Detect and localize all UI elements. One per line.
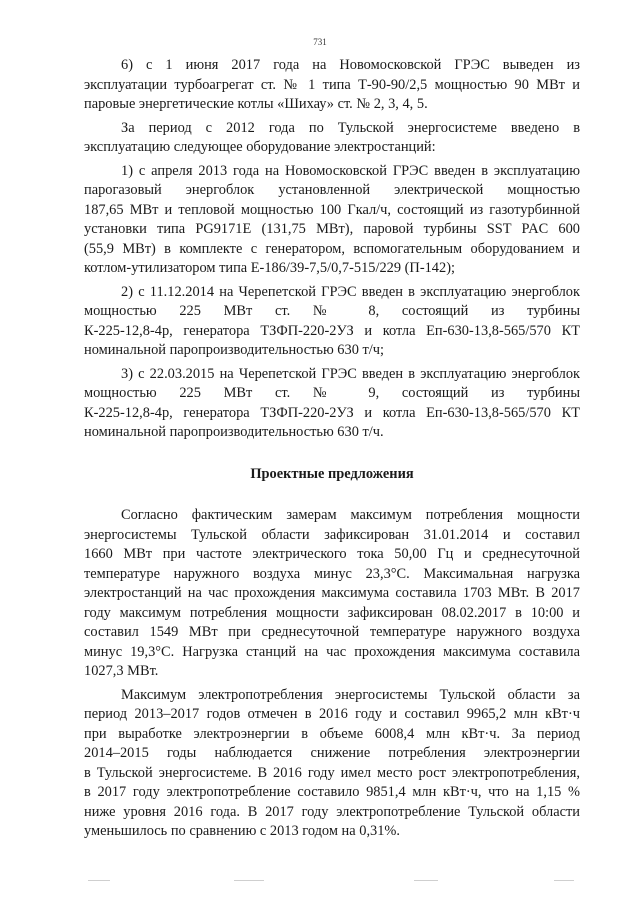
paragraph <box>84 365 580 443</box>
text-line: температуре наружного воздуха минус 23,3°С. Максимальная нагрузка <box>84 565 580 582</box>
text-line: составил 1549 МВт при среднесуточной температуре наружного воздуха <box>84 624 580 640</box>
text-line: в Тульской энергосистеме. В 2016 году имел место рост электропотребления, <box>84 764 580 781</box>
text-line: эксплуатации турбоагрегат ст. № 1 типа Т-90-90/2,5 мощностью 90 МВт и <box>84 76 580 93</box>
text-line: эксплуатацию следующее оборудование электростанций: <box>84 139 436 155</box>
text-line: котлом-утилизатором типа Е-186/39-7,5/0,7-515/229 (П-142); <box>84 260 455 276</box>
section-proposals <box>84 506 580 842</box>
text-line: Согласно фактическим замерам максимум потребления мощности <box>121 507 580 523</box>
paragraph <box>84 506 580 682</box>
text-line: в 2017 году электропотребление составило 9851,4 млн кВт·ч, что на 1,15 % <box>84 784 580 800</box>
text-line: мощностью 225 МВт ст. № 8, состоящий из турбины <box>84 303 580 319</box>
text-line: при выработке электроэнергии в объеме 6008,4 млн кВт·ч. За период <box>84 725 580 742</box>
text-line: Максимум электропотребления энергосистемы Тульской области за <box>121 686 580 703</box>
text-line: 2) с 11.12.2014 на Черепетской ГРЭС введен в эксплуатацию энергоблок <box>121 283 580 300</box>
text-line: 1027,3 МВт. <box>84 663 159 679</box>
paragraph <box>84 119 580 158</box>
text-line: К-225-12,8-4р, генератора ТЗФП-220-2УЗ и котла Еп-630-13,8-565/570 КТ <box>84 404 580 421</box>
text-line: К-225-12,8-4р, генератора ТЗФП-220-2УЗ и котла Еп-630-13,8-565/570 КТ <box>84 322 580 339</box>
text-line: период 2013–2017 годов отмечен в 2016 году и составил 9965,2 млн кВт·ч <box>84 706 580 722</box>
paragraph <box>84 283 580 361</box>
text-line: минус 19,3°С. Нагрузка станций на час прохождения максимума составила <box>84 643 580 660</box>
paragraph <box>84 686 580 842</box>
text-line: мощностью 225 МВт ст. № 9, состоящий из турбины <box>84 385 580 401</box>
text-line: номинальной паропроизводительностью 630 т/ч; <box>84 342 385 358</box>
text-line: 1660 МВт при частоте электрического тока 50,00 Гц и среднесуточной <box>84 546 580 562</box>
text-line: уменьшилось по сравнению с 2013 годом на 0,31%. <box>84 823 401 839</box>
text-line: парогазовый энергоблок установленной электрической мощностью <box>84 182 580 198</box>
text-line: За период с 2012 года по Тульской энергосистеме введено в <box>121 119 580 136</box>
text-line: установки типа PG9171E (131,75 МВт), паровой турбины SST PAC 600 <box>84 221 580 237</box>
paragraph <box>84 162 580 279</box>
text-line: 3) с 22.03.2015 на Черепетской ГРЭС введен в эксплуатацию энергоблок <box>121 365 580 382</box>
text-line: году максимум потребления мощности зафиксирован 08.02.2017 в 10:00 и <box>84 604 580 621</box>
text-line: ниже уровня 2016 года. В 2017 году электропотребление Тульской области <box>84 803 580 820</box>
text-line: паровые энергетические котлы «Шихау» ст. № 2, 3, 4, 5. <box>84 96 428 112</box>
text-line: (55,9 МВт) в комплекте с генератором, вспомогательным оборудованием и <box>84 240 580 257</box>
text-line: энергосистемы Тульской области зафиксирован 31.01.2014 и составил <box>84 526 580 543</box>
page-number: 731 <box>313 37 327 47</box>
scan-artifacts <box>84 880 580 884</box>
text-line: 6) с 1 июня 2017 года на Новомосковской ГРЭС выведен из <box>121 57 580 73</box>
section-equipment-changes <box>84 56 580 443</box>
paragraph <box>84 56 580 115</box>
text-line: номинальной паропроизводительностью 630 т/ч. <box>84 424 384 440</box>
section-heading: Проектные предложения <box>250 465 414 482</box>
text-line: 1) с апреля 2013 года на Новомосковской ГРЭС введен в эксплуатацию <box>121 162 580 179</box>
text-line: 187,65 МВт и тепловой мощностью 100 Гкал/ч, состоящий из газотурбинной <box>84 201 580 218</box>
text-line: 2014–2015 годы наблюдается снижение потребления электроэнергии <box>84 745 580 761</box>
document-body <box>84 56 580 846</box>
text-line: электростанций на час прохождения максимума составила 1703 МВт. В 2017 <box>84 585 580 601</box>
